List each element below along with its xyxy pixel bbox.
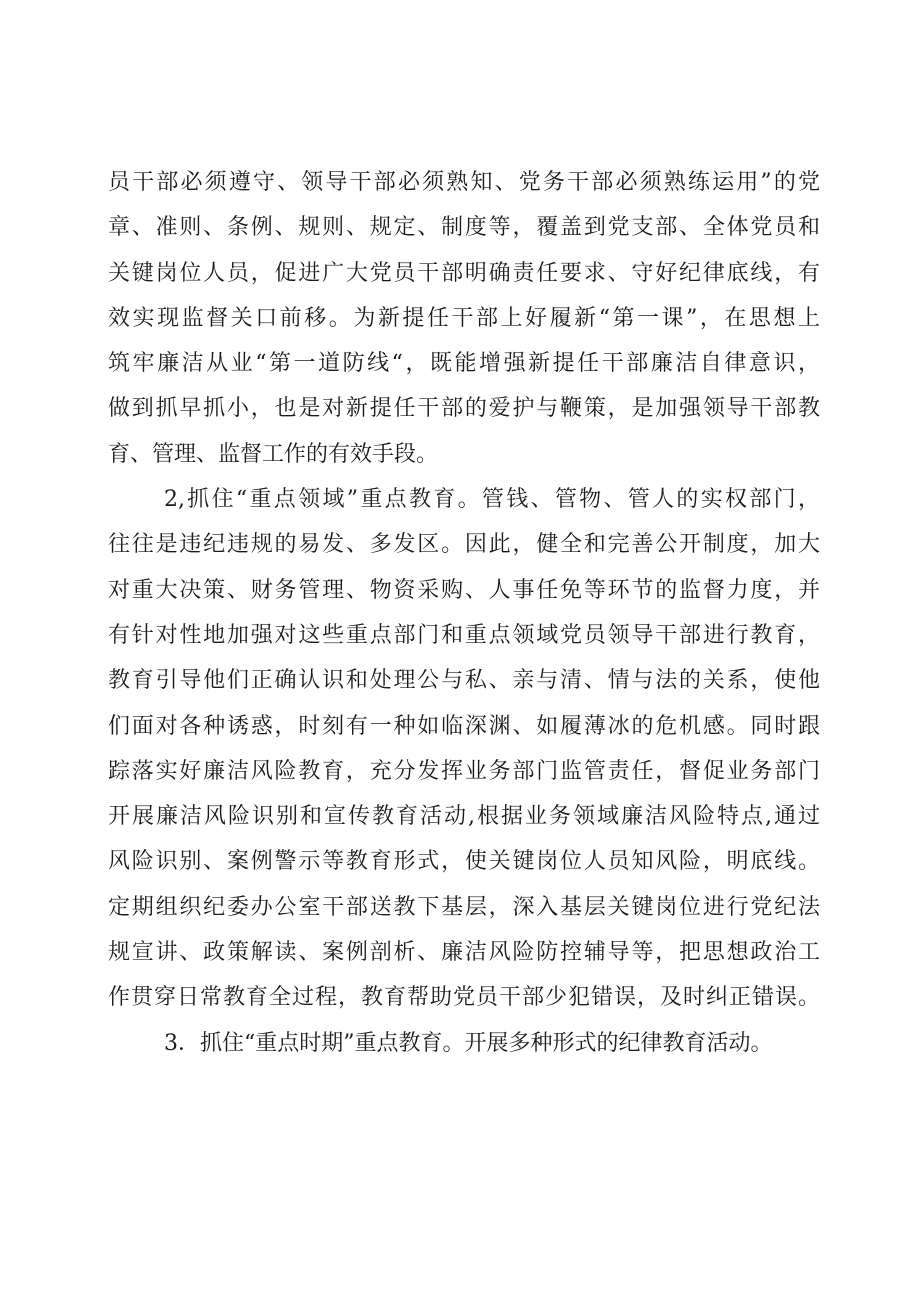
text-line: 2,抓住“重点领域”重点教育。管钱、管物、管人的实权部门， (164, 487, 820, 513)
text-line: 做到抓早抓小，也是对新提任干部的爱护与鞭策，是加强领导干部教 (108, 396, 820, 422)
text-line: 们面对各种诱惑，时刻有一种如临深渊、如履薄冰的危机感。同时跟 (108, 713, 820, 739)
text-line: 筑牢廉洁从业“第一道防线“，既能增强新提任干部廉洁自律意识， (108, 351, 820, 377)
text-line: 规宣讲、政策解读、案例剖析、廉洁风险防控辅导等，把思想政治工 (108, 940, 820, 966)
text-line: 定期组织纪委办公室干部送教下基层，深入基层关键岗位进行党纪法 (108, 894, 820, 920)
text-line: 往往是违纪违规的易发、多发区。因此，健全和完善公开制度，加大 (108, 532, 820, 558)
document-body (108, 160, 820, 1066)
text-line: 关键岗位人员，促进广大党员干部明确责任要求、守好纪律底线，有 (108, 260, 820, 286)
text-line: 踪落实好廉洁风险教育，充分发挥业务部门监管责任，督促业务部门 (108, 758, 820, 784)
text-line: 作贯穿日常教育全过程，教育帮助党员干部少犯错误，及时纠正错误。 (108, 985, 820, 1011)
text-line: 员干部必须遵守、领导干部必须熟知、党务干部必须熟练运用”的党 (108, 170, 820, 195)
text-line: 章、准则、条例、规则、规定、制度等，覆盖到党支部、全体党员和 (108, 215, 820, 241)
paragraph-1 (108, 160, 820, 477)
text-line: 有针对性地加强对这些重点部门和重点领域党员领导干部进行教育， (108, 622, 820, 648)
text-line: 风险识别、案例警示等教育形式，使关键岗位人员知风险，明底线。 (108, 849, 820, 875)
text-line: 3．抓住“重点时期”重点教育。开展多种形式的纪律教育活动。 (164, 1030, 773, 1056)
text-line: 育、管理、监督工作的有效手段。 (108, 441, 439, 467)
text-line: 开展廉洁风险识别和宣传教育活动,根据业务领域廉洁风险特点,通过 (108, 804, 820, 830)
text-line: 对重大决策、财务管理、物资采购、人事任免等环节的监督力度，并 (108, 577, 820, 603)
paragraph-3 (108, 1021, 820, 1066)
paragraph-2 (108, 477, 820, 1021)
text-line: 教育引导他们正确认识和处理公与私、亲与清、情与法的关系，使他 (108, 668, 820, 694)
text-line: 效实现监督关口前移。为新提任干部上好履新“第一课”，在思想上 (108, 305, 820, 331)
